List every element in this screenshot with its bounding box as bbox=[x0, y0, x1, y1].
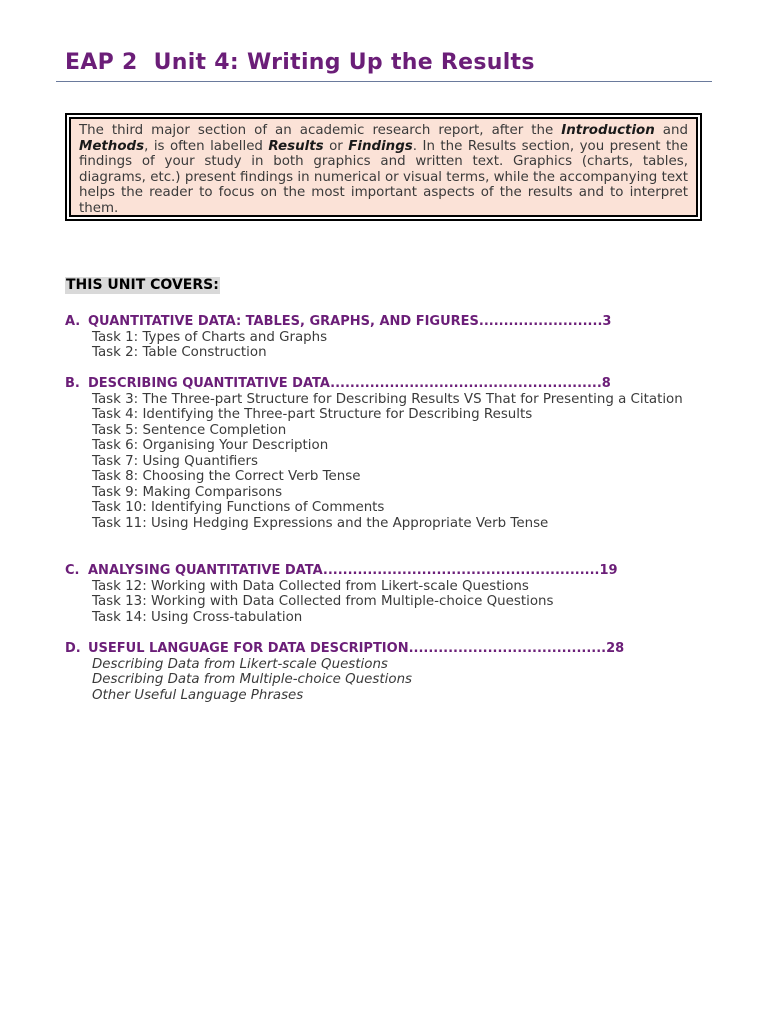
intro-term-methods: Methods bbox=[79, 138, 145, 154]
toc-section-a bbox=[65, 314, 701, 361]
section-heading-text: ANALYSING QUANTITATIVE DATA........................................................19 bbox=[88, 563, 618, 578]
intro-term-results: Results bbox=[268, 138, 324, 154]
toc-task: Task 3: The Three-part Structure for Describing Results VS That for Presenting a Citation bbox=[92, 391, 683, 407]
unit-covers-label: THIS UNIT COVERS: bbox=[66, 277, 219, 293]
toc-task: Task 13: Working with Data Collected from Multiple-choice Questions bbox=[92, 594, 554, 610]
toc-task: Task 1: Types of Charts and Graphs bbox=[92, 329, 328, 345]
section-heading-text: QUANTITATIVE DATA: TABLES, GRAPHS, AND FIGURES.........................3 bbox=[88, 314, 612, 329]
intro-box bbox=[65, 113, 702, 221]
section-heading-text: USEFUL LANGUAGE FOR DATA DESCRIPTION........................................28 bbox=[88, 641, 625, 656]
toc-heading-a[interactable] bbox=[65, 314, 701, 330]
section-letter: A. bbox=[65, 314, 81, 329]
section-heading-text: DESCRIBING QUANTITATIVE DATA.......................................................8 bbox=[88, 376, 611, 391]
toc-task: Task 12: Working with Data Collected from Likert-scale Questions bbox=[92, 578, 529, 594]
toc-item: Describing Data from Likert-scale Questions bbox=[92, 656, 388, 672]
toc-task: Task 14: Using Cross-tabulation bbox=[92, 609, 303, 625]
intro-term-introduction: Introduction bbox=[561, 123, 655, 138]
toc-item: Describing Data from Multiple-choice Questions bbox=[92, 672, 413, 688]
intro-term-findings: Findings bbox=[348, 138, 413, 154]
toc-task: Task 8: Choosing the Correct Verb Tense bbox=[92, 469, 361, 485]
intro-text: or bbox=[323, 138, 349, 154]
toc-task: Task 4: Identifying the Three-part Structure for Describing Results bbox=[92, 407, 533, 423]
intro-text: The third major section of an academic research report, after the bbox=[79, 123, 562, 138]
section-letter: C. bbox=[65, 563, 80, 578]
intro-text: . In the Results section, you present the findings of your study in both graphics and written text. Graphics (charts, tables, diagrams, etc.) present findings in numerical or visual terms, while the accompanying text helps the reader to focus on the most important aspects of the results and to interpret them. bbox=[79, 138, 688, 216]
toc-task: Task 10: Identifying Functions of Comments bbox=[92, 500, 385, 516]
toc-heading-b[interactable] bbox=[65, 376, 701, 392]
toc-item: Other Useful Language Phrases bbox=[92, 687, 304, 703]
section-letter: D. bbox=[65, 641, 81, 656]
toc-heading-d[interactable] bbox=[65, 641, 701, 657]
intro-paragraph bbox=[69, 117, 698, 217]
toc-section-d bbox=[65, 641, 701, 703]
toc-task: Task 9: Making Comparisons bbox=[92, 484, 283, 500]
toc-section-b bbox=[65, 376, 701, 531]
intro-text: and bbox=[654, 123, 688, 138]
toc-task: Task 2: Table Construction bbox=[92, 345, 267, 361]
toc-section-c bbox=[65, 563, 701, 625]
section-letter: B. bbox=[65, 376, 80, 391]
toc-task: Task 5: Sentence Completion bbox=[92, 422, 287, 438]
page-title: EAP 2 Unit 4: Writing Up the Results bbox=[65, 50, 535, 75]
toc-task: Task 6: Organising Your Description bbox=[92, 438, 329, 454]
toc-task: Task 7: Using Quantifiers bbox=[92, 453, 259, 469]
toc-task: Task 11: Using Hedging Expressions and the Appropriate Verb Tense bbox=[92, 515, 549, 531]
toc-heading-c[interactable] bbox=[65, 563, 701, 579]
intro-text: , is often labelled bbox=[144, 138, 269, 154]
title-divider bbox=[56, 81, 712, 82]
